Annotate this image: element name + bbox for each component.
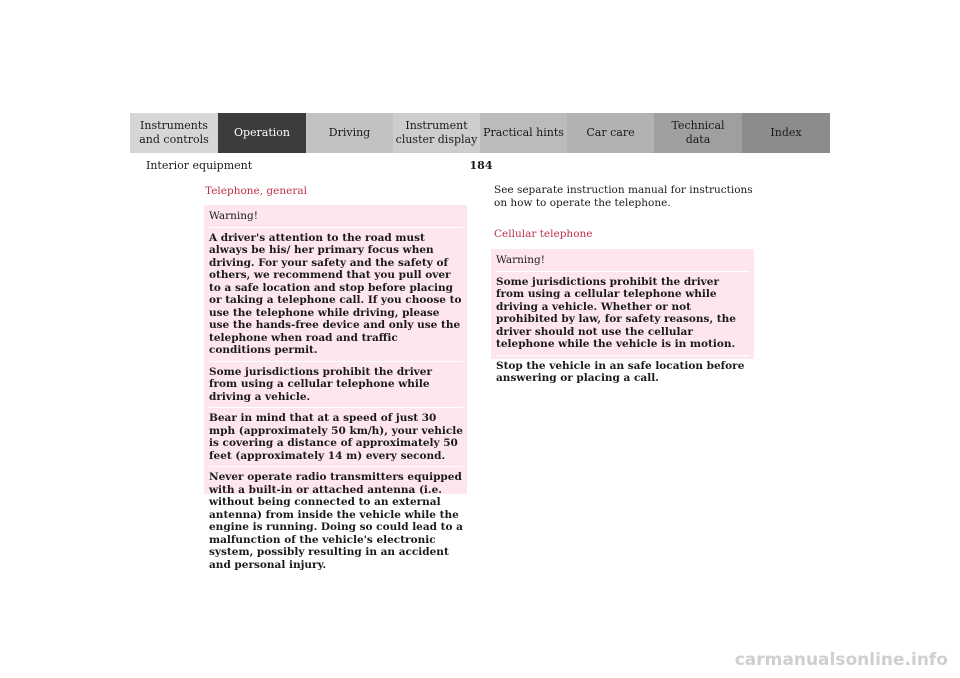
tab-practical-hints[interactable]: [480, 113, 567, 153]
telephone-general-heading: Telephone, general: [205, 185, 307, 197]
tab-label: Practical hints: [483, 126, 564, 139]
tab-index[interactable]: [742, 113, 830, 153]
cellular-telephone-heading: Cellular telephone: [494, 228, 593, 240]
tab-label: Instruments and controls: [139, 119, 209, 146]
tab-operation[interactable]: [218, 113, 306, 153]
warning-paragraph: Never operate radio transmitters equipped with a built-in or attached antenna (i.e. without being connected to an external antenna) from inside the vehicle while the engine is running. Doing so could lead to a malfunction of the vehicle's electronic system, possibly resulting in an accident and personal injury.: [209, 471, 463, 571]
warning-paragraph: Bear in mind that at a speed of just 30 mph (approximately 50 km/h), your vehicle is covering a distance of approximately 50 feet (approximately 14 m) every second.: [209, 408, 463, 467]
tab-label: Instrument cluster display: [395, 119, 478, 146]
tab-instruments-and-controls[interactable]: [130, 113, 218, 153]
tab-instrument-cluster-display[interactable]: [393, 113, 480, 153]
tab-car-care[interactable]: [567, 113, 654, 153]
telephone-warning-box: [204, 205, 467, 571]
page-number: 184: [469, 159, 493, 172]
cellular-warning-box: [491, 249, 754, 384]
warning-title: Warning!: [209, 210, 463, 228]
telephone-intro-text: See separate instruction manual for instructions on how to operate the telephone.: [494, 184, 753, 209]
warning-title: Warning!: [496, 254, 750, 272]
tab-label: Car care: [586, 126, 635, 139]
tab-label: Driving: [328, 126, 371, 139]
tab-technical-data[interactable]: [654, 113, 742, 153]
tab-label: Technical data: [671, 119, 725, 146]
warning-paragraph: Some jurisdictions prohibit the driver from using a cellular telephone while driving a vehicle. Whether or not prohibited by law, for safety reasons, the driver should not use the cellular telephone while the vehicle is in motion.: [496, 272, 750, 356]
watermark-text: carmanualsonline.info: [734, 650, 948, 670]
section-title: Interior equipment: [146, 159, 253, 172]
warning-paragraph: A driver's attention to the road must always be his/ her primary focus when driving. For your safety and the safety of others, we recommend that you pull over to a safe location and stop before placing or taking a telephone call. If you choose to use the telephone while driving, please use the hands-free device and only use the telephone when road and traffic conditions permit.: [209, 228, 463, 362]
warning-paragraph: Some jurisdictions prohibit the driver from using a cellular telephone while driving a vehicle.: [209, 362, 463, 409]
tab-label: Index: [770, 126, 802, 139]
tab-driving[interactable]: [306, 113, 393, 153]
tab-label: Operation: [233, 126, 291, 139]
warning-paragraph: Stop the vehicle in an safe location before answering or placing a call.: [496, 359, 745, 384]
chapter-nav: [130, 113, 830, 153]
